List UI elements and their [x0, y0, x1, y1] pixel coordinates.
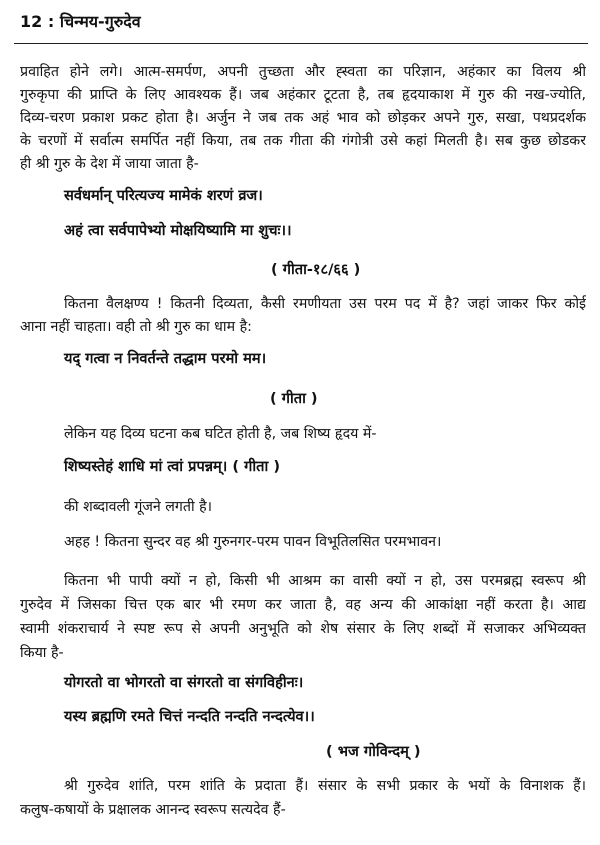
verse-line: सर्वधर्मान् परित्यज्य मामेकं शरणं व्रज।: [64, 187, 263, 204]
text-line: श्री गुरुदेव शांति, परम शांति के प्रदाता हैं। संसार के सभी प्रकार के भयों के विनाशक हैं।: [64, 778, 586, 794]
verse-line: यद् गत्वा न निवर्तन्ते तद्धाम परमो मम।: [64, 350, 267, 367]
verse-line: शिष्यस्तेहं शाधि मां त्वां प्रपन्नम्। ( गीता ): [64, 458, 280, 475]
text-line: किया है-: [20, 645, 64, 661]
page-header: 12 : चिन्मय-गुरुदेव: [20, 12, 141, 31]
text-line: अहह ! कितना सुन्दर वह श्री गुरुनगर-परम पावन विभूतिलसित परमभावन।: [64, 534, 442, 550]
text-line: कलुष-कषायों के प्रक्षालक आनन्द स्वरूप सत्यदेव हैं-: [20, 802, 286, 818]
text-line: प्रवाहित होने लगे। आत्म-समर्पण, अपनी तुच्छता और ह्स्वता का परिज्ञान, अहंकार का विलय श्री: [20, 64, 586, 80]
verse-line: योगरतो वा भोगरतो वा संगरतो वा संगविहीनः।: [64, 674, 304, 691]
verse-line: अहं त्वा सर्वपापेभ्यो मोक्षयिष्यामि मा शुचः।।: [64, 222, 292, 239]
verse-reference: ( भज गोविन्दम् ): [326, 743, 421, 760]
text-line: स्वामी शंकराचार्य ने स्पष्ट रूप से अपनी अनुभूति को शेष संसार के लिए शब्दों में सजाकर अभिव्यक्त: [20, 621, 586, 637]
text-line: लेकिन यह दिव्य घटना कब घटित होती है, जब शिष्य हृदय में-: [64, 426, 377, 442]
verse-reference: ( गीता ): [270, 390, 318, 407]
verse-reference: ( गीता-१८/६६ ): [271, 261, 361, 278]
text-line: गुरुकृपा की प्राप्ति के लिए आवश्यक हैं। जब अहंकार टूटता है, तब हृदयाकाश में गुरु की नख-ज्योति,: [20, 87, 586, 103]
text-line: कितना वैलक्षण्य ! कितनी दिव्यता, कैसी रमणीयता उस परम पद में है? जहां जाकर फिर कोई: [64, 296, 586, 312]
verse-line: यस्य ब्रह्मणि रमते चित्तं नन्दति नन्दति नन्दत्येव।।: [64, 708, 315, 725]
text-line: की शब्दावली गूंजने लगती है।: [64, 499, 213, 515]
header-rule: [14, 43, 588, 44]
page-number: 12: [20, 12, 43, 31]
text-line: ही श्री गुरु के देश में जाया जाता है-: [20, 156, 199, 172]
text-line: गुरुदेव में जिसका चित्त एक बार भी रमण कर जाता है, वह अन्य की आकांक्षा नहीं करता है। आद्य: [20, 597, 586, 613]
text-line: के चरणों में सर्वात्म समर्पित नहीं किया, तब तक गीता की गंगोत्री उसे कहां मिलती है। सब कुछ छोडकर: [20, 133, 586, 149]
text-line: दिव्य-चरण प्रकाश प्रकट होता है। अर्जुन ने जब तक अहं भाव को छोड़कर अपने गुरु, सखा, पथप्रदर्शक: [20, 110, 586, 126]
running-title: चिन्मय-गुरुदेव: [59, 12, 141, 31]
text-line: आना नहीं चाहता। वही तो श्री गुरु का धाम है:: [20, 319, 252, 335]
text-line: कितना भी पापी क्यों न हो, किसी भी आश्रम का वासी क्यों न हो, उस परमब्रह्म स्वरूप श्री: [64, 573, 586, 589]
